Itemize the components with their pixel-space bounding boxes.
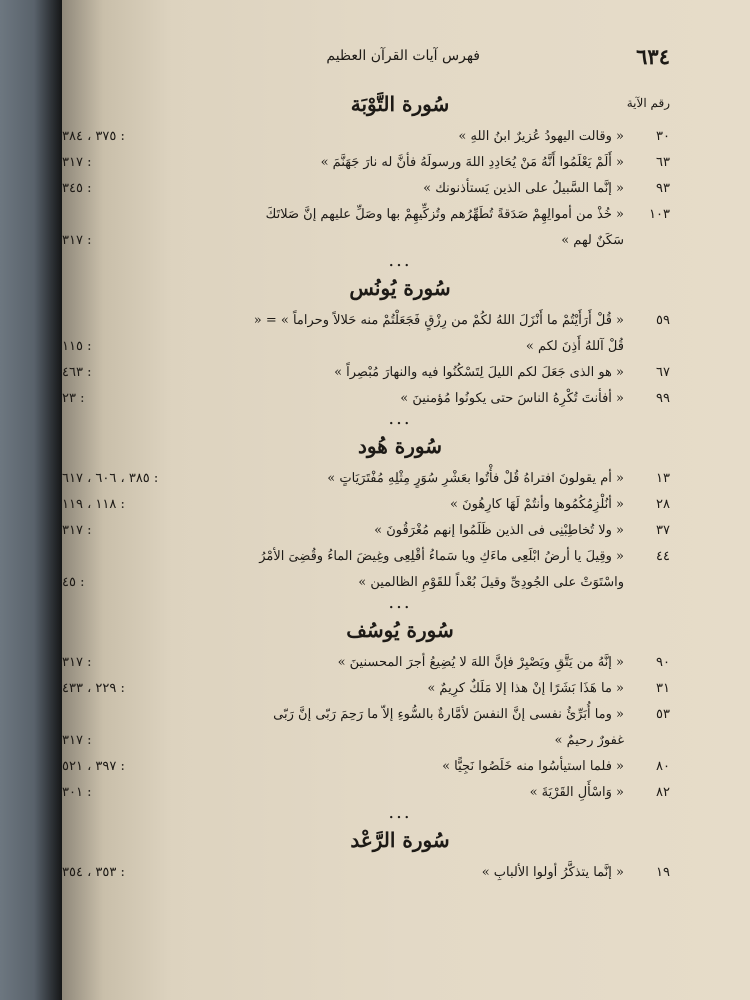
verse-text: « أفأنتَ تُكْرِهُ الناسَ حتى يكونُوا مُؤمنينَ » (400, 391, 624, 406)
verse-number: ٣٠ (656, 129, 670, 144)
verse-text: « أم يقولونَ افتراهُ قُلْ فأْتُوا بعَشْرِ سُوَرٍ مِثْلِهِ مُفْتَرَيَاتٍ » (327, 471, 624, 486)
book-page (62, 0, 750, 1000)
page-references: : ٣١٧ (62, 233, 92, 248)
verse-text: « وَاسْأَلِ القَرْيَةَ » (529, 785, 624, 800)
surah-title: سُورة يُوسُف (346, 618, 454, 642)
page-references: : ٢٢٩ ، ٤٣٣ (62, 681, 125, 696)
verse-entry (62, 176, 670, 202)
verse-entry (62, 544, 670, 596)
verse-text: « إنَّما السَّبيلُ على الذين يَستأذنونك » (423, 181, 624, 196)
section-separator: ... (388, 250, 412, 271)
verse-text: « ولا تُخاطِبْنِى فى الذين ظَلَمُوا إنهم مُغْرَقُونَ » (374, 523, 624, 538)
page-content (62, 40, 670, 940)
verse-text: « وقالت اليهودُ عُزيرٌ ابنُ اللهِ » (458, 129, 624, 144)
section-separator: ... (388, 592, 412, 613)
page-references: : ٣٤٥ (62, 181, 92, 196)
surah-section (62, 268, 670, 412)
surah-title: سُورة الرَّعْد (350, 828, 450, 852)
page-references: : ٣١٧ (62, 733, 92, 748)
verse-number: ٨٠ (656, 759, 670, 774)
verse-text: « وقِيلَ يا أرضُ ابْلَعِى ماءَكِ ويا سَماءُ أقْلِعِى وغِيضَ الماءُ وقُضِىَ الأمْرُ واسْتَوَتْ على الجُودِىِّ وقيلَ بُعْداً للقَوْمِ الظالمين » (259, 549, 624, 590)
verse-number: ٣٧ (656, 523, 670, 538)
verse-entry (62, 360, 670, 386)
page-references: : ٣١٧ (62, 523, 92, 538)
verse-text: « هو الذى جَعَلَ لكم الليلَ لِتَسْكُنُوا فيه والنهارَ مُبْصِراً » (334, 365, 624, 380)
verse-number-column-header: رقم الآية (626, 96, 670, 110)
surah-section (62, 610, 670, 806)
verse-entry (62, 702, 670, 754)
verse-number: ٦٧ (656, 365, 670, 380)
verse-entry (62, 466, 670, 492)
verse-text: « فلما استيأسُوا منه خَلَصُوا نَجِيًّا » (442, 759, 624, 774)
surah-title: سُورة يُونُس (349, 276, 451, 300)
verse-text: « إنَّما يتذكَّرُ أولوا الألبابِ » (481, 865, 624, 880)
verse-number: ٤٤ (656, 549, 670, 564)
verse-text: « إنَّهُ من يَتَّقِ ويَصْبِرْ فإنَّ اللهَ لا يُضِيعُ أجرَ المحسنينَ » (337, 655, 624, 670)
verse-text: « وما أُبَرِّئُ نفسى إنَّ النفسَ لأمَّارةٌ بالسُّوءِ إلاّ ما رَحِمَ رَبّى إنَّ رَبّى غفورٌ رحيمٌ » (273, 707, 624, 748)
verse-number: ٦٣ (656, 155, 670, 170)
verse-entry (62, 518, 670, 544)
page-references: : ٣٩٧ ، ٥٢١ (62, 759, 125, 774)
verse-number: ٩٠ (656, 655, 670, 670)
verse-entry (62, 124, 670, 150)
page-references: : ٣١٧ (62, 655, 92, 670)
verse-entry (62, 150, 670, 176)
verse-number: ١٩ (656, 865, 670, 880)
page-references: : ٢٣ (62, 391, 85, 406)
page-header (130, 40, 670, 74)
book-spine-gutter (0, 0, 62, 1000)
page-references: : ٤٥ (62, 575, 85, 590)
page-references: : ٣٧٥ ، ٣٨٤ (62, 129, 125, 144)
verse-number: ١٣ (656, 471, 670, 486)
verse-entry (62, 860, 670, 886)
page-references: : ١١٨ ، ١١٩ (62, 497, 125, 512)
section-separator: ... (388, 408, 412, 429)
verse-entry (62, 308, 670, 360)
verse-number: ٩٩ (656, 391, 670, 406)
verse-number: ٨٢ (656, 785, 670, 800)
verse-entry (62, 386, 670, 412)
verse-text: « خُذْ من أموالِهِمْ صَدَقةً تُطَهِّرُهم وتُزكِّيهِمْ بها وصَلِّ عليهم إنَّ صَلاتَكَ سَكَنٌ لهم » (265, 207, 624, 248)
page-references: : ٣١٧ (62, 155, 92, 170)
verse-number: ٥٩ (656, 313, 670, 328)
surah-section (62, 426, 670, 596)
page-references: : ٤٦٣ (62, 365, 92, 380)
running-title: فهرس آيات القرآن العظيم (326, 48, 480, 64)
verse-text: « أَلَمْ يَعْلَمُوا أَنَّهُ مَنْ يُحَادِدِ اللهَ ورسولَهُ فأنَّ له نارَ جَهَنَّمَ » (320, 155, 624, 170)
page-number: ٦٣٤ (636, 44, 670, 69)
page-references: : ٣٥٣ ، ٣٥٤ (62, 865, 125, 880)
verse-number: ٥٣ (656, 707, 670, 722)
surah-section (62, 84, 670, 254)
page-references: : ٣٨٥ ، ٦٠٦ ، ٦١٧ (62, 471, 159, 486)
verse-entry (62, 650, 670, 676)
verse-text: « ما هَذَا بَشَرًا إنْ هذا إلا مَلَكٌ كرِيمٌ » (427, 681, 624, 696)
surah-title: سُورة التَّوْبَة (350, 92, 450, 116)
verse-number: ١٠٣ (649, 207, 670, 222)
page-references: : ١١٥ (62, 339, 92, 354)
section-separator: ... (388, 802, 412, 823)
verse-entry (62, 492, 670, 518)
page-references: : ٣٠١ (62, 785, 92, 800)
verse-number: ٢٨ (656, 497, 670, 512)
surah-title: سُورة هُود (358, 434, 442, 458)
verse-entry (62, 202, 670, 254)
verse-text: « أنُلْزِمُكُمُوها وأنتُمْ لَهَا كارِهُونَ » (449, 497, 624, 512)
verse-number: ٩٣ (656, 181, 670, 196)
verse-number: ٣١ (656, 681, 670, 696)
verse-entry (62, 676, 670, 702)
verse-text: « قُلْ أَرَأَيْتُمْ ما أَنْزَلَ اللهُ لكُمْ من رِزْقٍ فَجَعَلْتُمْ منه حَلالاً وحراماً » = « قُلْ آللهُ أَذِنَ لكم » (253, 313, 624, 354)
surah-section (62, 820, 670, 886)
verse-entry (62, 754, 670, 780)
verse-entry (62, 780, 670, 806)
